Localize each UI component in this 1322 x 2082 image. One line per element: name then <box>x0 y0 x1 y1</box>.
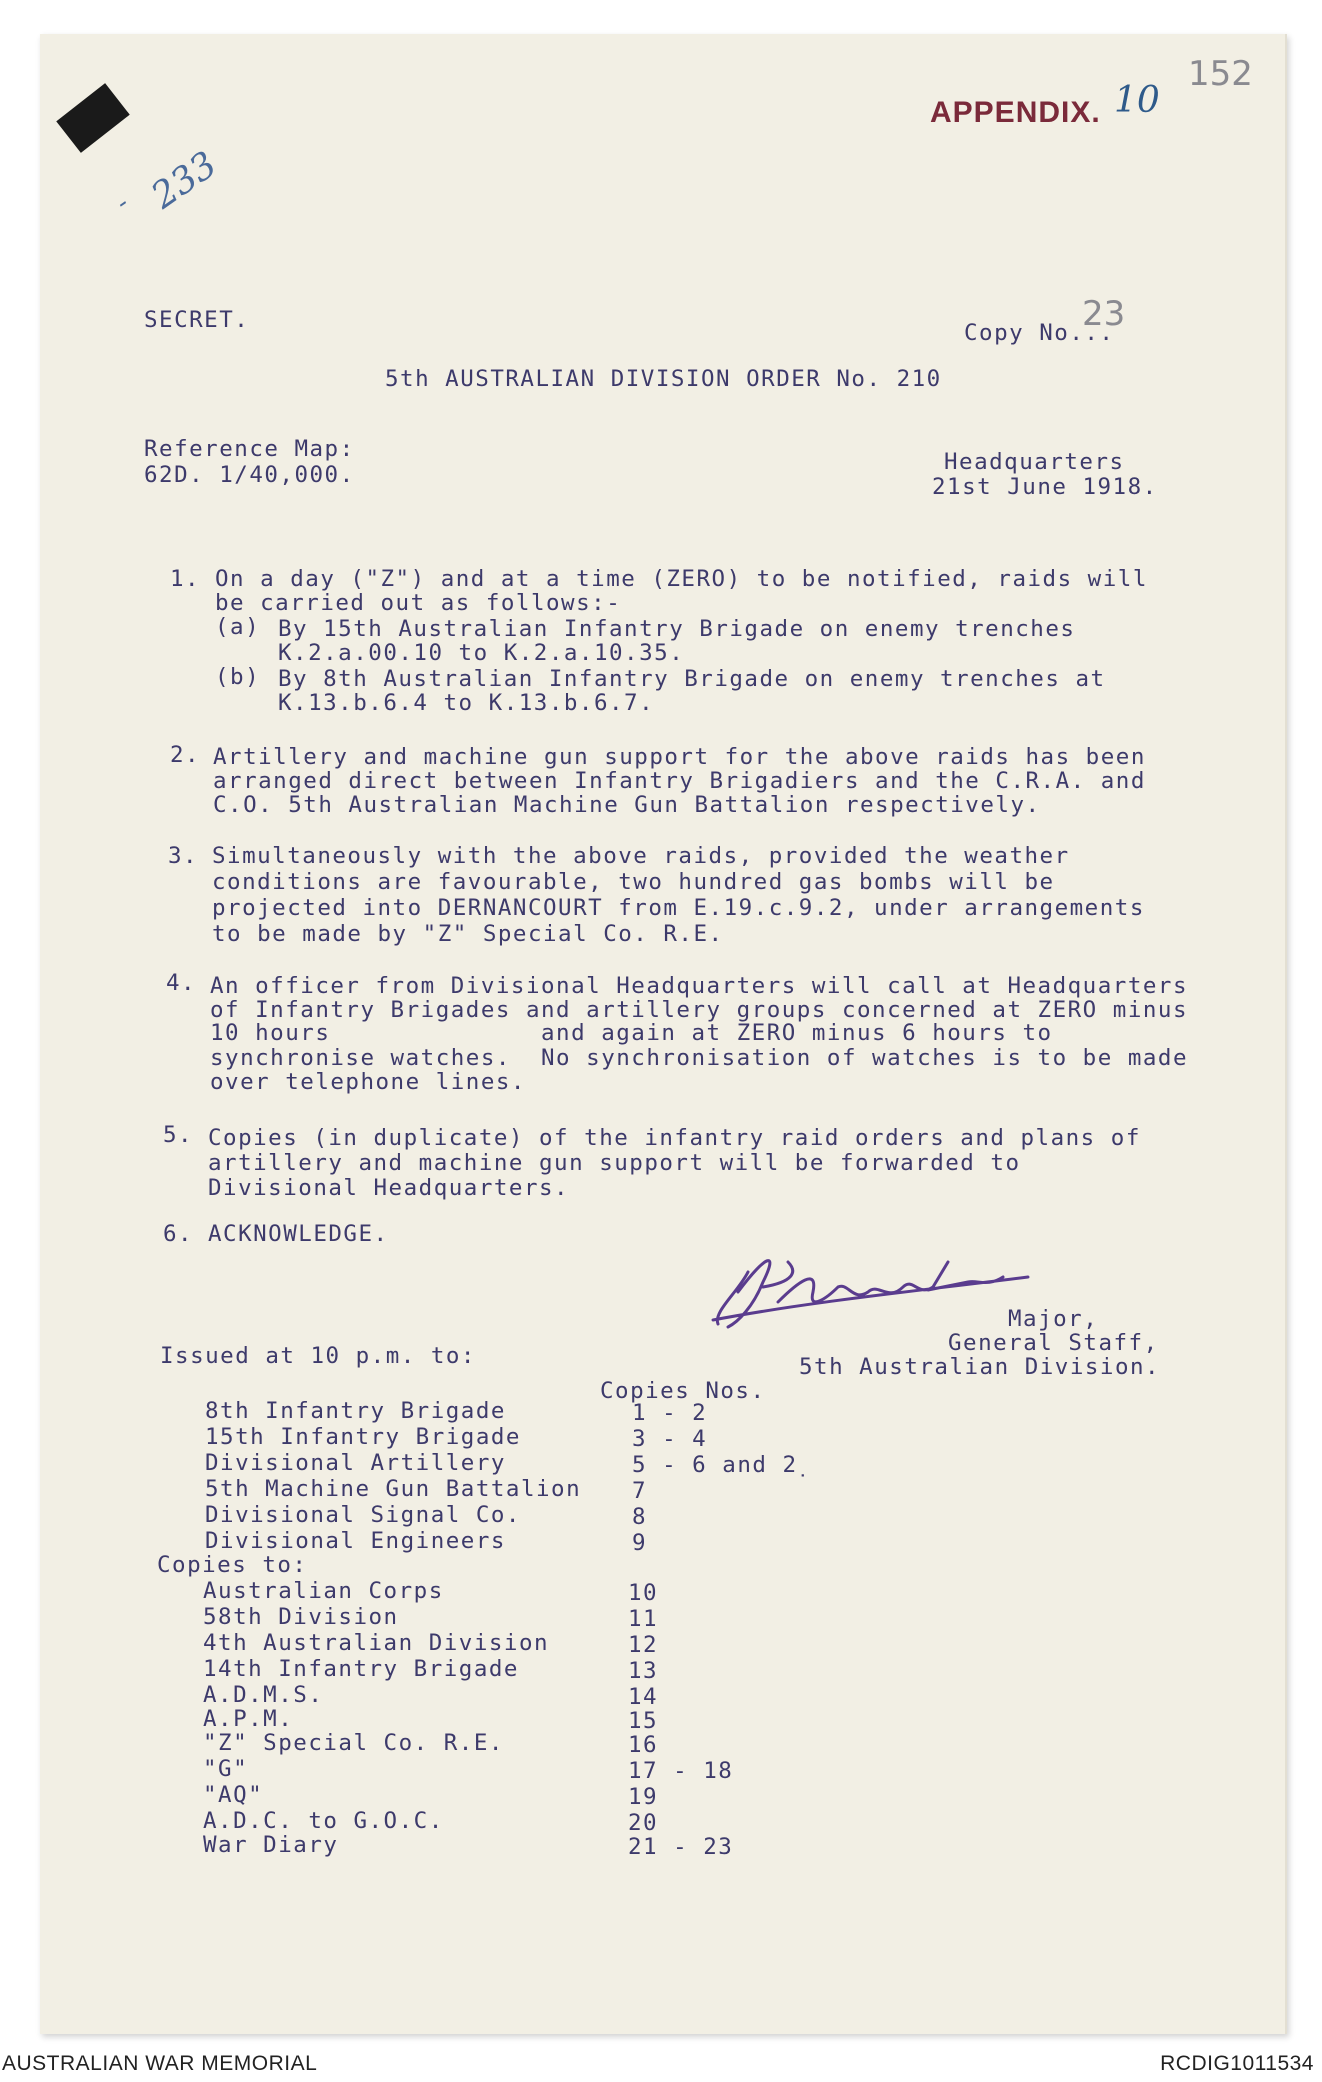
order-title: 5th AUSTRALIAN DIVISION ORDER No. 210 <box>385 366 942 392</box>
dist-copies: 13 <box>628 1658 659 1684</box>
dist-name: Divisional Artillery <box>205 1450 506 1476</box>
para-5-num: 5. <box>163 1122 194 1148</box>
para-6-num: 6. <box>163 1221 194 1247</box>
para-1b-line: By 8th Australian Infantry Brigade on enemy trenches at <box>278 666 1106 692</box>
copy-no-value: 23 <box>1082 294 1126 334</box>
dist-name: A.D.M.S. <box>203 1682 324 1708</box>
para-2-line: C.O. 5th Australian Machine Gun Battalion respectively. <box>213 792 1041 818</box>
dist-copies: 15 <box>628 1708 659 1734</box>
corner-dash: - <box>110 188 135 218</box>
para-3-line: to be made by "Z" Special Co. R.E. <box>212 921 724 947</box>
dist-name: 58th Division <box>203 1604 399 1630</box>
dist-copies: 21 - 23 <box>628 1834 734 1860</box>
appendix-number: 10 <box>1114 80 1160 121</box>
footer-institution: AUSTRALIAN WAR MEMORIAL <box>2 2052 318 2075</box>
para-1b-line: K.13.b.6.4 to K.13.b.6.7. <box>278 690 655 716</box>
dist-copies: 12 <box>628 1632 659 1658</box>
dist-name: 5th Machine Gun Battalion <box>205 1476 582 1502</box>
signatory-rank: Major, <box>1008 1306 1099 1332</box>
dist-copies: 20 <box>628 1810 659 1836</box>
para-2-line: Artillery and machine gun support for the above raids has been <box>213 744 1146 770</box>
dist-copies: 7 <box>632 1478 648 1504</box>
issued-line: Issued at 10 p.m. to: <box>160 1343 476 1369</box>
dist-copies: 11 <box>628 1606 659 1632</box>
para-1a-line: K.2.a.00.10 to K.2.a.10.35. <box>278 640 685 666</box>
ref-map-label: Reference Map: <box>144 436 355 462</box>
para-1a-label: (a) <box>215 614 261 640</box>
secret-label: SECRET. <box>144 307 250 333</box>
para-3-line: Simultaneously with the above raids, provided the weather <box>212 843 1070 869</box>
signatory-unit: 5th Australian Division. <box>799 1354 1161 1380</box>
dist-copies: 3 - 4 <box>632 1426 708 1452</box>
para-4-line: over telephone lines. <box>210 1069 526 1095</box>
para-4-num: 4. <box>166 970 197 996</box>
para-3-num: 3. <box>168 843 199 869</box>
dist-name: 15th Infantry Brigade <box>205 1424 521 1450</box>
dist-copies: 5 - 6 and 2̣ <box>632 1452 798 1478</box>
order-date: 21st June 1918. <box>932 474 1158 500</box>
page-number: 152 <box>1188 54 1253 94</box>
para-2-line: arranged direct between Infantry Brigadiers and the C.R.A. and <box>213 768 1146 794</box>
para-1-num: 1. <box>170 566 201 592</box>
para-1a-line: By 15th Australian Infantry Brigade on enemy trenches <box>278 616 1076 642</box>
dist-copies: 14 <box>628 1684 659 1710</box>
para-4-line: of Infantry Brigades and artillery groups concerned at ZERO minus <box>210 997 1188 1023</box>
para-4-line: synchronise watches. No synchronisation of watches is to be made <box>210 1045 1188 1071</box>
dist-name: 14th Infantry Brigade <box>203 1656 519 1682</box>
para-1-line: be carried out as follows:- <box>215 590 622 616</box>
hq-label: Headquarters <box>944 449 1125 475</box>
dist-name: Australian Corps <box>203 1578 444 1604</box>
dist-name: Divisional Engineers <box>205 1528 506 1554</box>
dist-copies: 1 - 2 <box>632 1400 708 1426</box>
para-4-line: 10 hours and again at ZERO minus 6 hours to <box>210 1020 1053 1046</box>
dist-copies: 17 - 18 <box>628 1758 734 1784</box>
corner-number: 233 <box>144 143 225 218</box>
footer-record-id: RCDIG1011534 <box>1160 2052 1314 2075</box>
para-5-line: Copies (in duplicate) of the infantry raid orders and plans of <box>208 1125 1141 1151</box>
copies-to-label: Copies to: <box>157 1552 308 1578</box>
appendix-stamp: APPENDIX. <box>930 96 1101 129</box>
copy-no-label: Copy No... <box>964 320 1115 346</box>
dist-name: A.P.M. <box>203 1706 294 1732</box>
dist-name: A.D.C. to G.O.C. <box>203 1808 444 1834</box>
dist-copies: 8 <box>632 1504 648 1530</box>
dist-name: War Diary <box>203 1832 339 1858</box>
dist-name: Divisional Signal Co. <box>205 1502 521 1528</box>
ref-map-value: 62D. 1/40,000. <box>144 462 355 488</box>
para-3-line: projected into DERNANCOURT from E.19.c.9.2, under arrangements <box>212 895 1145 921</box>
dist-name: "Z" Special Co. R.E. <box>203 1730 504 1756</box>
para-1b-label: (b) <box>215 664 261 690</box>
para-1-line: On a day ("Z") and at a time (ZERO) to be notified, raids will <box>215 566 1148 592</box>
dist-name: 4th Australian Division <box>203 1630 550 1656</box>
para-5-line: Divisional Headquarters. <box>208 1175 570 1201</box>
dist-copies: 16 <box>628 1732 659 1758</box>
signatory-role: General Staff, <box>948 1330 1159 1356</box>
para-4-line: An officer from Divisional Headquarters will call at Headquarters <box>210 973 1188 999</box>
dist-copies: 9 <box>632 1530 648 1556</box>
copies-header: Copies Nos. <box>600 1378 766 1404</box>
para-2-num: 2. <box>170 742 201 768</box>
dist-name: "AQ" <box>203 1782 264 1808</box>
dist-name: 8th Infantry Brigade <box>205 1398 506 1424</box>
dist-copies: 10 <box>628 1580 659 1606</box>
para-3-line: conditions are favourable, two hundred gas bombs will be <box>212 869 1055 895</box>
para-5-line: artillery and machine gun support will be forwarded to <box>208 1150 1021 1176</box>
dist-name: "G" <box>203 1756 249 1782</box>
dist-copies: 19 <box>628 1784 659 1810</box>
acknowledge-line: ACKNOWLEDGE. <box>208 1221 389 1247</box>
